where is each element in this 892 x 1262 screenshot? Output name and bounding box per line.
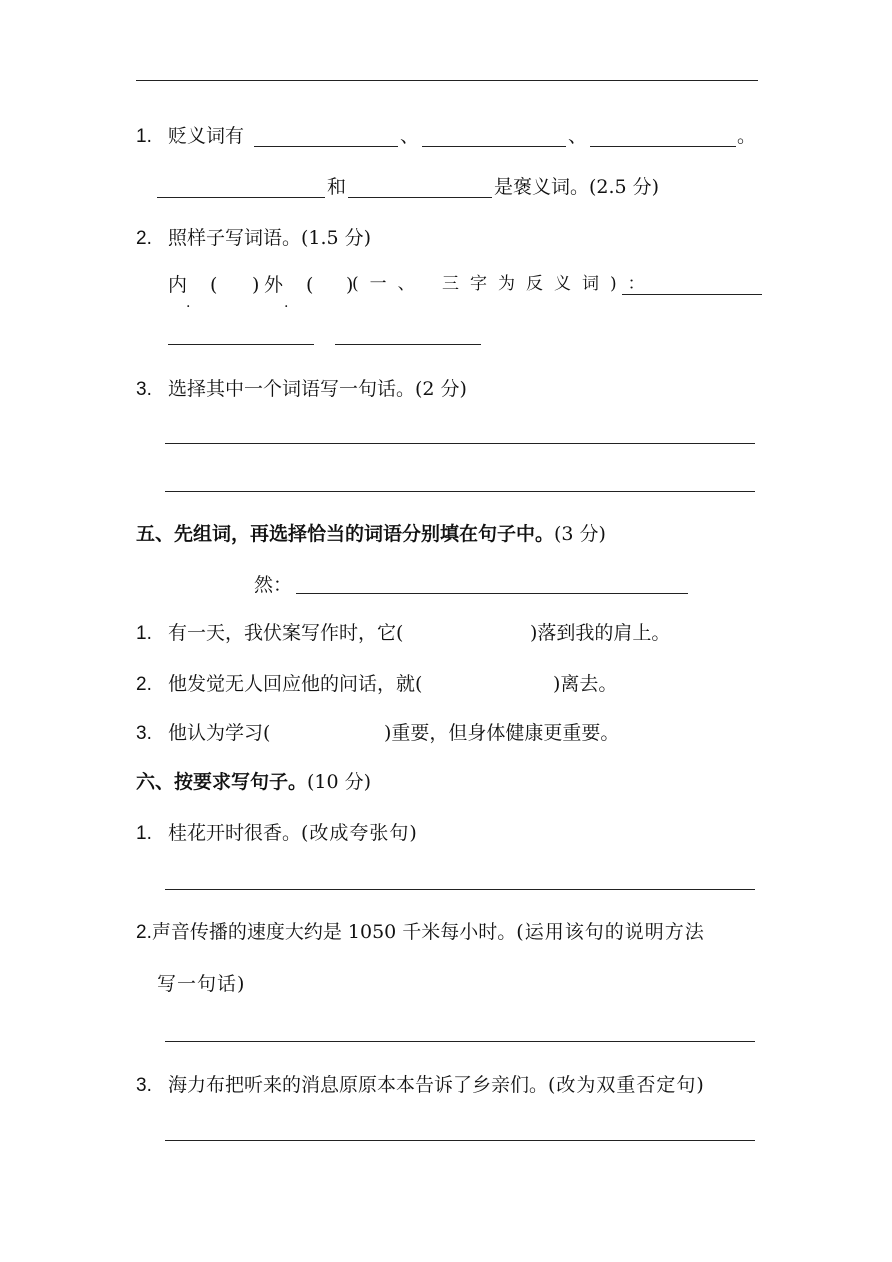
q4-item1-number: 1. [136, 126, 152, 147]
q4-item1-blank-5[interactable] [348, 197, 492, 198]
emphasis-dot-1: . [186, 295, 191, 311]
q5-item1-text-b: )落到我的肩上。 [530, 622, 671, 644]
q6-title [136, 773, 371, 792]
q6-item2-text [136, 923, 705, 942]
q4-item3-answer-line-1[interactable] [165, 443, 755, 444]
q5-item2-text-b: )离去。 [553, 673, 618, 695]
paren-open-1: ( [210, 274, 218, 296]
example-char-nei: 内 [168, 274, 188, 296]
q5-item1-number: 1. [136, 623, 152, 644]
q6-item1-requirement: (改成夸张句) [301, 822, 418, 844]
q5-item2-number: 2. [136, 674, 152, 695]
q5-title-text: 五、先组词，再选择恰当的词语分别填在句子中。 [136, 523, 555, 545]
q6-score: (10 分) [307, 771, 372, 793]
q4-item2-blank-1[interactable] [622, 294, 762, 295]
q4-item1-text: 贬义词有 [168, 125, 245, 147]
q4-item1-blank-4[interactable] [157, 197, 325, 198]
q5-item3-number: 3. [136, 723, 152, 744]
q4-item1-blank-3[interactable] [590, 146, 736, 147]
top-divider [136, 80, 758, 81]
q4-item1-sep1: 、 [400, 125, 420, 147]
q4-item2-number: 2. [136, 228, 152, 249]
q5-ran-blank[interactable] [296, 593, 688, 594]
q4-item2-text: 照样子写词语。(1.5 分) [168, 227, 372, 249]
q4-item1-tail: 是褒义词。(2.5 分) [494, 176, 660, 198]
q6-item1-text [168, 824, 418, 843]
q6-item1-number: 1. [136, 823, 152, 844]
q4-item1-end: 。 [737, 125, 757, 147]
paren-close-1: ) [252, 274, 260, 296]
q5-item3-text-a: 他认为学习( [168, 722, 271, 744]
q6-item3-requirement: (改为双重否定句) [548, 1074, 705, 1096]
emphasis-dot-2: . [284, 295, 289, 311]
q4-item1-sep2: 、 [568, 125, 588, 147]
q6-item2-number: 2. [136, 922, 152, 943]
q5-score: (3 分) [554, 523, 606, 545]
q4-item3-text: 选择其中一个词语写一句话。(2 分) [168, 378, 467, 400]
q5-item2-text-a: 他发觉无人回应他的问话，就( [168, 673, 423, 695]
q4-item2-note: (一、 三字为反义词)： [352, 274, 656, 294]
q6-item1-sentence: 桂花开时很香。 [168, 822, 302, 844]
paren-open-2: ( [306, 274, 314, 296]
q5-item3-text-b: )重要，但身体健康更重要。 [384, 722, 620, 744]
q6-item1-answer-line[interactable] [165, 889, 755, 890]
q5-item1-text-a: 有一天，我伏案写作时，它( [168, 622, 404, 644]
paren-close-2: ) [346, 274, 354, 296]
q4-item1-blank-2[interactable] [422, 146, 566, 147]
q4-item2-blank-3[interactable] [335, 344, 481, 345]
q4-item1-mid: 和 [327, 176, 347, 198]
q6-item3-answer-line[interactable] [165, 1140, 755, 1141]
q4-item3-number: 3. [136, 379, 152, 400]
q6-item2-sentence: 声音传播的速度大约是 1050 千米每小时。 [151, 921, 517, 943]
q6-item3-text [168, 1076, 705, 1095]
q4-item1-blank-1[interactable] [254, 146, 398, 147]
q4-item2-blank-2[interactable] [168, 344, 314, 345]
q6-title-text: 六、按要求写句子。 [136, 771, 308, 793]
q6-item2-requirement: (运用该句的说明方法 [516, 921, 705, 943]
example-char-wai: 外 [264, 274, 284, 296]
q5-ran-label: 然： [254, 574, 293, 596]
q6-item2-requirement-cont: 写一句话) [157, 973, 246, 995]
q6-item3-sentence: 海力布把听来的消息原原本本告诉了乡亲们。 [168, 1074, 549, 1096]
q6-item3-number: 3. [136, 1075, 152, 1096]
q4-item3-answer-line-2[interactable] [165, 491, 755, 492]
q5-title [136, 525, 606, 544]
q6-item2-answer-line[interactable] [165, 1041, 755, 1042]
